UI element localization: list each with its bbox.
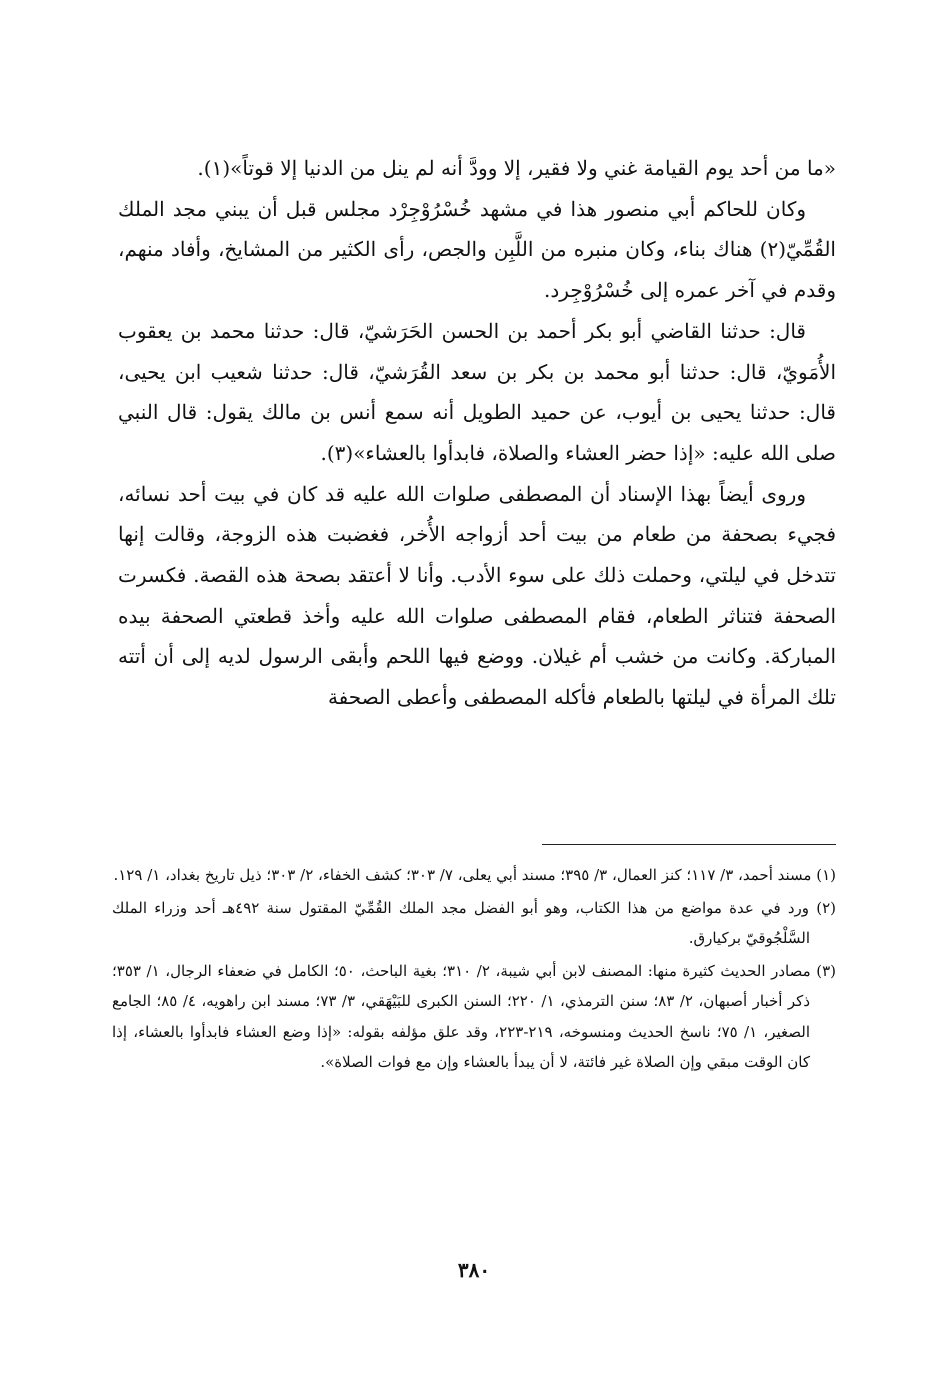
footnotes (112, 860, 836, 1080)
footnote-2: (٢) ورد في عدة مواضع من هذا الكتاب، وهو أبو الفضل مجد الملك القُمِّيّ المقتول سنة ٤٩٢هـ أحد وزراء الملك السَّلْجُوقيّ بركيارق. (112, 898, 836, 947)
paragraph-3: قال: حدثنا القاضي أبو بكر أحمد بن الحسن الحَرَشيّ، قال: حدثنا محمد بن يعقوب الأُمَويّ، قال: حدثنا أبو محمد بن بكر بن سعد القُرَشيّ، قال: حدثنا شعيب ابن يحيى، قال: حدثنا يحيى بن أيوب، عن حميد الطويل أنه سمع أنس بن مالك يقول: قال النبي صلى الله عليه: «إذا حضر العشاء والصلاة، فابدأوا بالعشاء»(٣). (118, 318, 836, 465)
paragraph-4: وروى أيضاً بهذا الإسناد أن المصطفى صلوات الله عليه قد كان في بيت أحد نسائه، فجيء بصحفة من طعام من بيت أحد أزواجه الأُخر، فغضبت هذه الزوجة، وقالت إنها تتدخل في ليلتي، وحملت ذلك على سوء الأدب. وأنا لا أعتقد بصحة هذه القصة. فكسرت الصحفة فتناثر الطعام، فقام المصطفى صلوات الله عليه وأخذ قطعتي الصحفة بيده المباركة. وكانت من خشب أم غيلان. ووضع فيها اللحم وأبقى الرسول لديه إلى أن أتته تلك المرأة في ليلتها بالطعام فأكله المصطفى وأعطى الصحفة (118, 481, 836, 710)
paragraph-2: وكان للحاكم أبي منصور هذا في مشهد خُسْرُوْجِرْد مجلس قبل أن يبني مجد الملك القُمِّيّ(٢) هناك بناء، وكان منبره من اللَّبِن والجص، رأى الكثير من المشايخ، وأفاد منهم، وقدم في آخر عمره إلى خُسْرُوْجِرد. (118, 196, 836, 303)
page-number: ٣٨٠ (457, 1258, 491, 1282)
main-text (118, 148, 836, 718)
footnote-1: (١) مسند أحمد، ٣/ ١١٧؛ كنز العمال، ٣/ ٣٩٥؛ مسند أبي يعلى، ٧/ ٣٠٣؛ كشف الخفاء، ٢/ ٣٠٣؛ ذيل تاريخ بغداد، ١/ ١٢٩. (113, 866, 836, 884)
footnote-divider (542, 844, 836, 845)
footnote-3: (٣) مصادر الحديث كثيرة منها: المصنف لابن أبي شيبة، ٢/ ٣١٠؛ بغية الباحث، ٥٠؛ الكامل في ضعفاء الرجال، ١/ ٣٥٣؛ ذكر أخبار أصبهان، ٢/ ٨٣؛ سنن الترمذي، ١/ ٢٢٠؛ السنن الكبرى للبَيْهَقي، ٣/ ٧٣؛ مسند ابن راهويه، ٤/ ٨٥؛ الجامع الصغير، ١/ ٧٥؛ ناسخ الحديث ومنسوخه، ٢١٩-٢٢٣، وقد علق مؤلفه بقوله: «إذا وضع العشاء فابدأوا بالعشاء، إذا كان الوقت مبقي وإن الصلاة غير فائتة، لا أن يبدأ بالعشاء وإن مع فوات الصلاة». (112, 961, 836, 1071)
paragraph-1: «ما من أحد يوم القيامة غني ولا فقير، إلا وودَّ أنه لم ينل من الدنيا إلا قوتاً»(١). (197, 156, 836, 180)
